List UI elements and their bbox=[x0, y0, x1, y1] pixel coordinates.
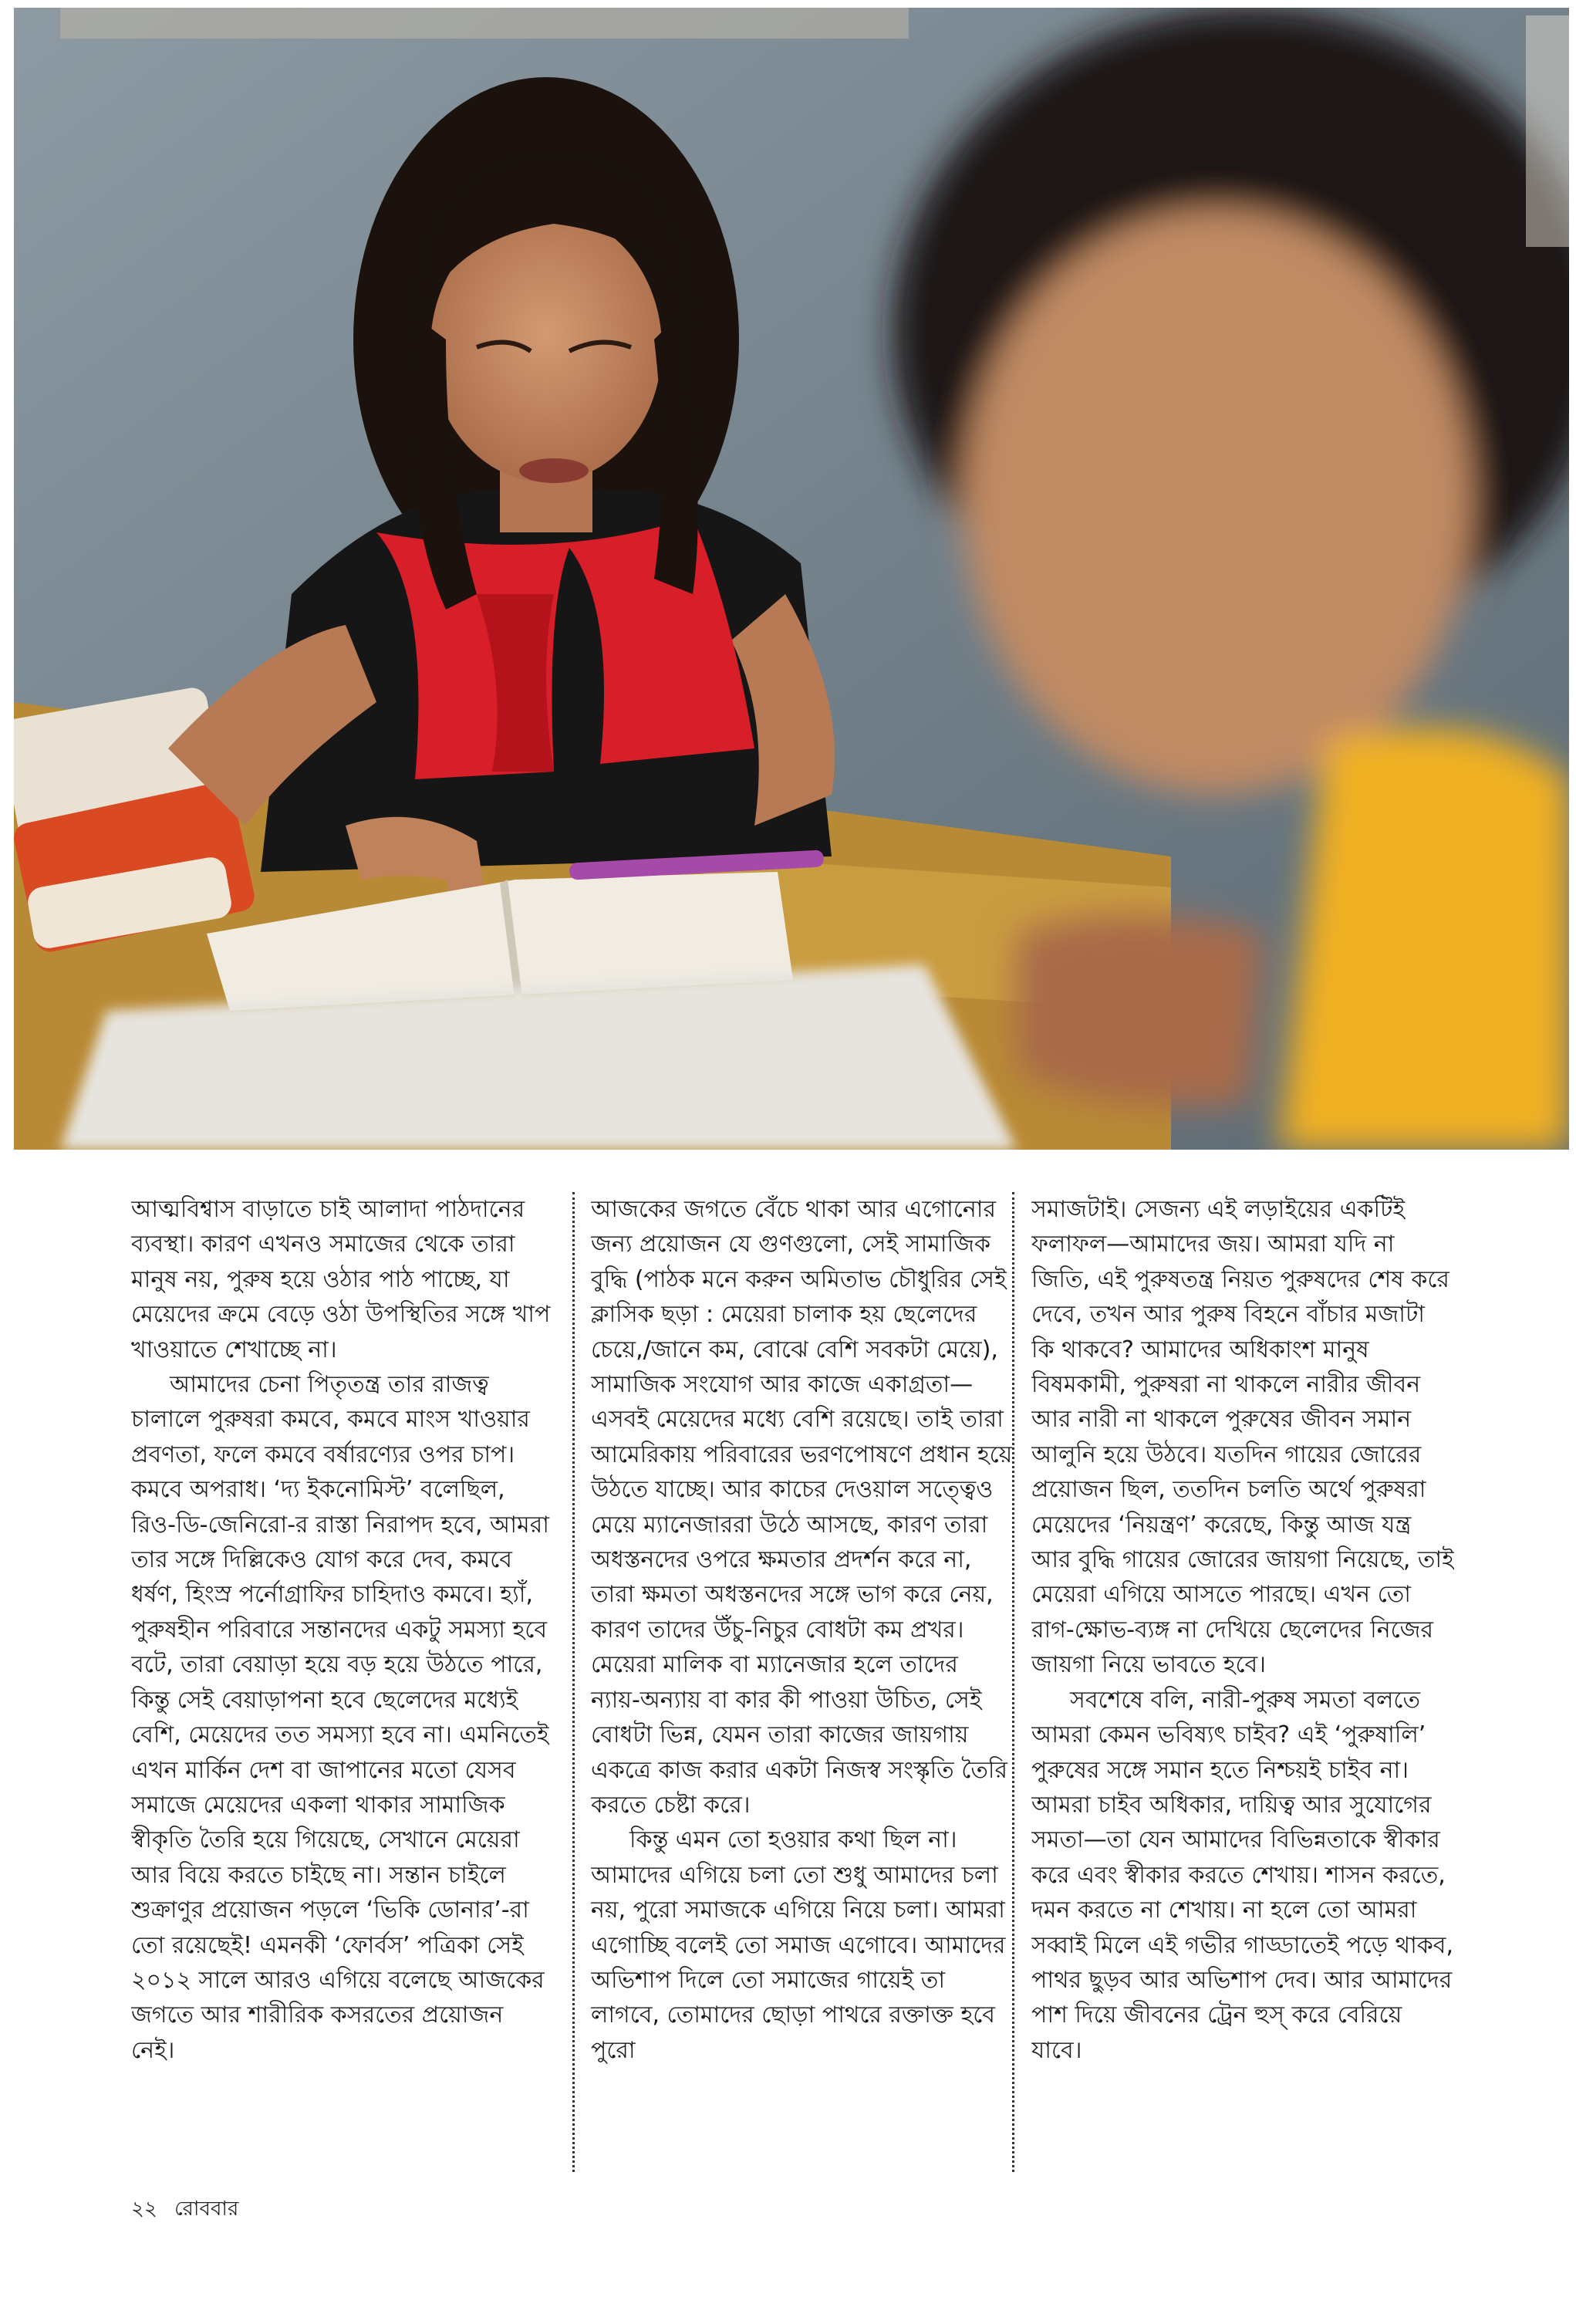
column-divider bbox=[572, 1192, 575, 2172]
publication-name: রোববার bbox=[174, 2197, 239, 2221]
page-footer bbox=[131, 2193, 249, 2227]
paragraph: আজকের জগতে বেঁচে থাকা আর এগোনোর জন্য প্রয়োজন যে গুণগুলো, সেই সামাজিক বুদ্ধি (পাঠক মনে করুন অমিতাভ চৌধুরির সেই ক্লাসিক ছড়া : মেয়েরা চালাক হয় ছেলেদের চেয়ে,/জানে কম, বোঝে বেশি সবকটা মেয়ে), সামাজিক সংযোগ আর কাজে একাগ্রতা—এসবই মেয়েদের মধ্যে বেশি রয়েছে। তাই তারা আমেরিকায় পরিবারের ভরণপোষণে প্রধান হয়ে উঠতে যাচ্ছে। আর কাচের দেওয়াল সত্ত্বেও মেয়ে ম্যানেজাররা উঠে আসছে, কারণ তারা অধস্তনদের ওপরে ক্ষমতার প্রদর্শন করে না, তারা ক্ষমতা অধস্তনদের সঙ্গে ভাগ করে নেয়, কারণ তাদের উঁচু-নিচুর বোধটা কম প্রখর। মেয়েরা মালিক বা ম্যানেজার হলে তাদের ন্যায়-অন্যায় বা কার কী পাওয়া উচিত, সেই বোধটা ভিন্ন, যেমন তারা কাজের জায়গায় একত্রে কাজ করার একটা নিজস্ব সংস্কৃতি তৈরি করতে চেষ্টা করে। bbox=[591, 1196, 1013, 1819]
article-column-3 bbox=[1031, 1192, 1454, 2180]
paragraph: আত্মবিশ্বাস বাড়াতে চাই আলাদা পাঠদানের ব্যবস্থা। কারণ এখনও সমাজের থেকে তারা মানুষ নয়, পুরুষ হয়ে ওঠার পাঠ পাচ্ছে, যা মেয়েদের ক্রমে বেড়ে ওঠা উপস্থিতির সঙ্গে খাপ খাওয়াতে শেখাচ্ছে না। bbox=[131, 1196, 551, 1363]
paragraph: কিন্তু এমন তো হওয়ার কথা ছিল না। আমাদের এগিয়ে চলা তো শুধু আমাদের চলা নয়, পুরো সমাজকে এগিয়ে নিয়ে চলা। আমরা এগোচ্ছি বলেই তো সমাজ এগোবে। আমাদের অভিশাপ দিলে তো সমাজের গায়েই তা লাগবে, তোমাদের ছোড়া পাথরে রক্তাক্ত হবে পুরো bbox=[591, 1826, 1006, 2064]
paragraph: সবশেষে বলি, নারী-পুরুষ সমতা বলতে আমরা কেমন ভবিষ্যৎ চাইব? এই ‘পুরুষালি’ পুরুষের সঙ্গে সমান হতে নিশ্চয়ই চাইব না। আমরা চাইব অধিকার, দায়িত্ব আর সুযোগের সমতা—তা যেন আমাদের বিভিন্নতাকে স্বীকার করে এবং স্বীকার করতে শেখায়। শাসন করতে, দমন করতে না শেখায়। না হলে তো আমরা সব্বাই মিলে এই গভীর গাড্ডাতেই পড়ে থাকব, পাথর ছুড়ব আর অভিশাপ দেব। আর আমাদের পাশ দিয়ে জীবনের ট্রেন হুস্ করে বেরিয়ে যাবে। bbox=[1031, 1686, 1454, 2064]
girl-reading-photo bbox=[14, 8, 1569, 1150]
column-divider bbox=[1012, 1192, 1014, 2172]
page-number: ২২ bbox=[131, 2197, 157, 2221]
paragraph: আমাদের চেনা পিতৃতন্ত্র তার রাজত্ব চালালে পুরুষরা কমবে, কমবে মাংস খাওয়ার প্রবণতা, ফলে কমবে বর্ষারণ্যের ওপর চাপ। কমবে অপরাধ। ‘দ্য ইকনোমিস্ট’ বলেছিল, রিও-ডি-জেনিরো-র রাস্তা নিরাপদ হবে, আমরা তার সঙ্গে দিল্লিকেও যোগ করে দেব, কমবে ধর্ষণ, হিংস্র পর্নোগ্রাফির চাহিদাও কমবে। হ্যাঁ, পুরুষহীন পরিবারে সন্তানদের একটু সমস্যা হবে বটে, তারা বেয়াড়া হয়ে বড় হয়ে উঠতে পারে, কিন্তু সেই বেয়াড়াপনা হবে ছেলেদের মধ্যেই বেশি, মেয়েদের তত সমস্যা হবে না। এমনিতেই এখন মার্কিন দেশ বা জাপানের মতো যেসব সমাজে মেয়েদের একলা থাকার সামাজিক স্বীকৃতি তৈরি হয়ে গিয়েছে, সেখানে মেয়েরা আর বিয়ে করতে চাইছে না। সন্তান চাইলে শুক্রাণুর প্রয়োজন পড়লে ‘ভিকি ডোনার’-রা তো রয়েছেই! এমনকী ‘ফোর্বস’ পত্রিকা সেই ২০১২ সালে আরও এগিয়ে বলেছে আজকের জগতে আর শারীরিক কসরতের প্রয়োজন নেই। bbox=[131, 1371, 549, 2064]
paragraph: সমাজটাই। সেজন্য এই লড়াইয়ের একটিই ফলাফল—আমাদের জয়। আমরা যদি না জিতি, এই পুরুষতন্ত্র নিয়ত পুরুষদের শেষ করে দেবে, তখন আর পুরুষ বিহনে বাঁচার মজাটা কি থাকবে? আমাদের অধিকাংশ মানুষ বিষমকামী, পুরুষরা না থাকলে নারীর জীবন আর নারী না থাকলে পুরুষের জীবন সমান আলুনি হয়ে উঠবে। যতদিন গায়ের জোরের প্রয়োজন ছিল, ততদিন চলতি অর্থে পুরুষরা মেয়েদের ‘নিয়ন্ত্রণ’ করেছে, কিন্তু আজ যন্ত্র আর বুদ্ধি গায়ের জোরের জায়গা নিয়েছে, তাই মেয়েরা এগিয়ে আসতে পারছে। এখন তো রাগ-ক্ষোভ-ব্যঙ্গ না দেখিয়ে ছেলেদের নিজের জায়গা নিয়ে ভাবতে হবে। bbox=[1031, 1196, 1454, 1679]
article-column-2 bbox=[591, 1192, 1014, 2180]
article-photo bbox=[14, 8, 1569, 1150]
article-column-1 bbox=[131, 1192, 554, 2180]
